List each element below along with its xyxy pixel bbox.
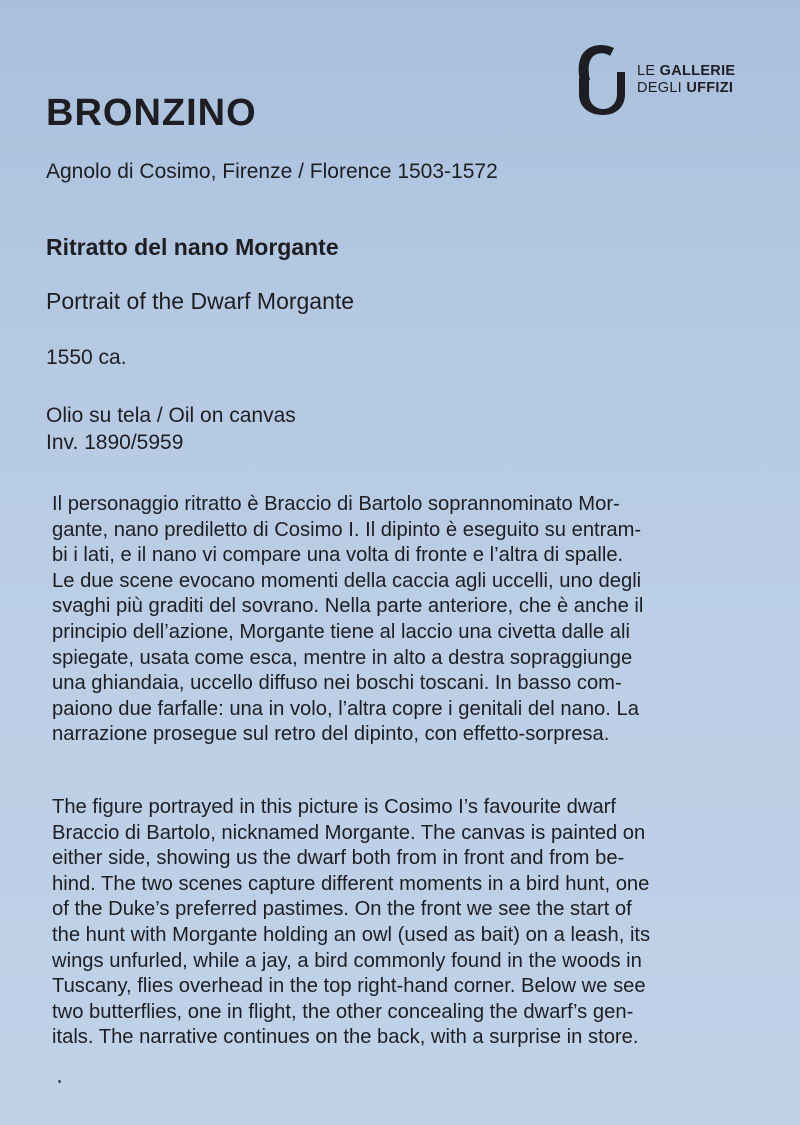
description-line: two butterflies, one in flight, the other concealing the dwarf’s gen- (52, 1000, 634, 1023)
description-line: bi i lati, e il nano vi compare una volta di fronte e l’altra di spalle. (52, 544, 624, 567)
artwork-title-english: Portrait of the Dwarf Morgante (46, 288, 355, 314)
description-line: gante, nano prediletto di Cosimo I. Il dipinto è eseguito su entram- (52, 518, 642, 541)
description-line: either side, showing us the dwarf both from in front and from be- (52, 847, 625, 870)
logo-wordmark (637, 63, 735, 97)
description-line: Braccio di Bartolo, nicknamed Morgante. The canvas is painted on (52, 821, 646, 844)
description-line: narrazione prosegue sul retro del dipinto, con effetto-sorpresa. (52, 723, 610, 746)
description-line: hind. The two scenes capture different moments in a bird hunt, one (52, 872, 650, 895)
artwork-title-italian: Ritratto del nano Morgante (46, 234, 339, 260)
description-line: spiegate, usata come esca, mentre in alto a destra sopraggiunge (52, 646, 633, 669)
artwork-inventory: Inv. 1890/5959 (46, 431, 184, 454)
uffizi-logo (572, 42, 762, 122)
description-line: Il personaggio ritratto è Braccio di Bartolo soprannominato Mor- (52, 493, 620, 515)
description-line: the hunt with Morgante holding an owl (used as bait) on a leash, its (52, 923, 651, 946)
logo-text-degli: DEGLI (637, 80, 687, 96)
artist-name: BRONZINO (46, 92, 257, 134)
description-italian (52, 492, 643, 748)
logo-text-gallerie: GALLERIE (659, 63, 736, 79)
artwork-medium: Olio su tela / Oil on canvas (46, 404, 296, 427)
description-line: Le due scene evocano momenti della caccia agli uccelli, uno degli (52, 569, 642, 592)
description-line: The figure portrayed in this picture is Cosimo I’s favourite dwarf (52, 796, 616, 818)
description-line: principio dell’azione, Morgante tiene al laccio una civetta dalle ali (52, 620, 630, 643)
artwork-details (46, 402, 296, 456)
decorative-dot (58, 1080, 61, 1083)
description-line: Tuscany, flies overhead in the top right-hand corner. Below we see (52, 975, 646, 998)
description-line: paiono due farfalle: una in volo, l’altra copre i genitali del nano. La (52, 697, 639, 720)
description-line: una ghiandaia, uccello diffuso nei boschi toscani. In basso com- (52, 672, 622, 695)
artist-info: Agnolo di Cosimo, Firenze / Florence 1503-1572 (46, 160, 498, 183)
description-line: wings unfurled, while a jay, a bird commonly found in the woods in (52, 949, 642, 972)
uffizi-logo-mark-icon (572, 42, 628, 116)
logo-text-le: LE (637, 63, 660, 79)
artwork-date: 1550 ca. (46, 346, 127, 369)
description-line: itals. The narrative continues on the back, with a surprise in store. (52, 1026, 639, 1049)
description-line: of the Duke’s preferred pastimes. On the front we see the start of (52, 898, 632, 921)
logo-text-uffizi: UFFIZI (686, 80, 734, 96)
description-line: svaghi più graditi del sovrano. Nella parte anteriore, che è anche il (52, 595, 644, 618)
description-english (52, 795, 650, 1051)
